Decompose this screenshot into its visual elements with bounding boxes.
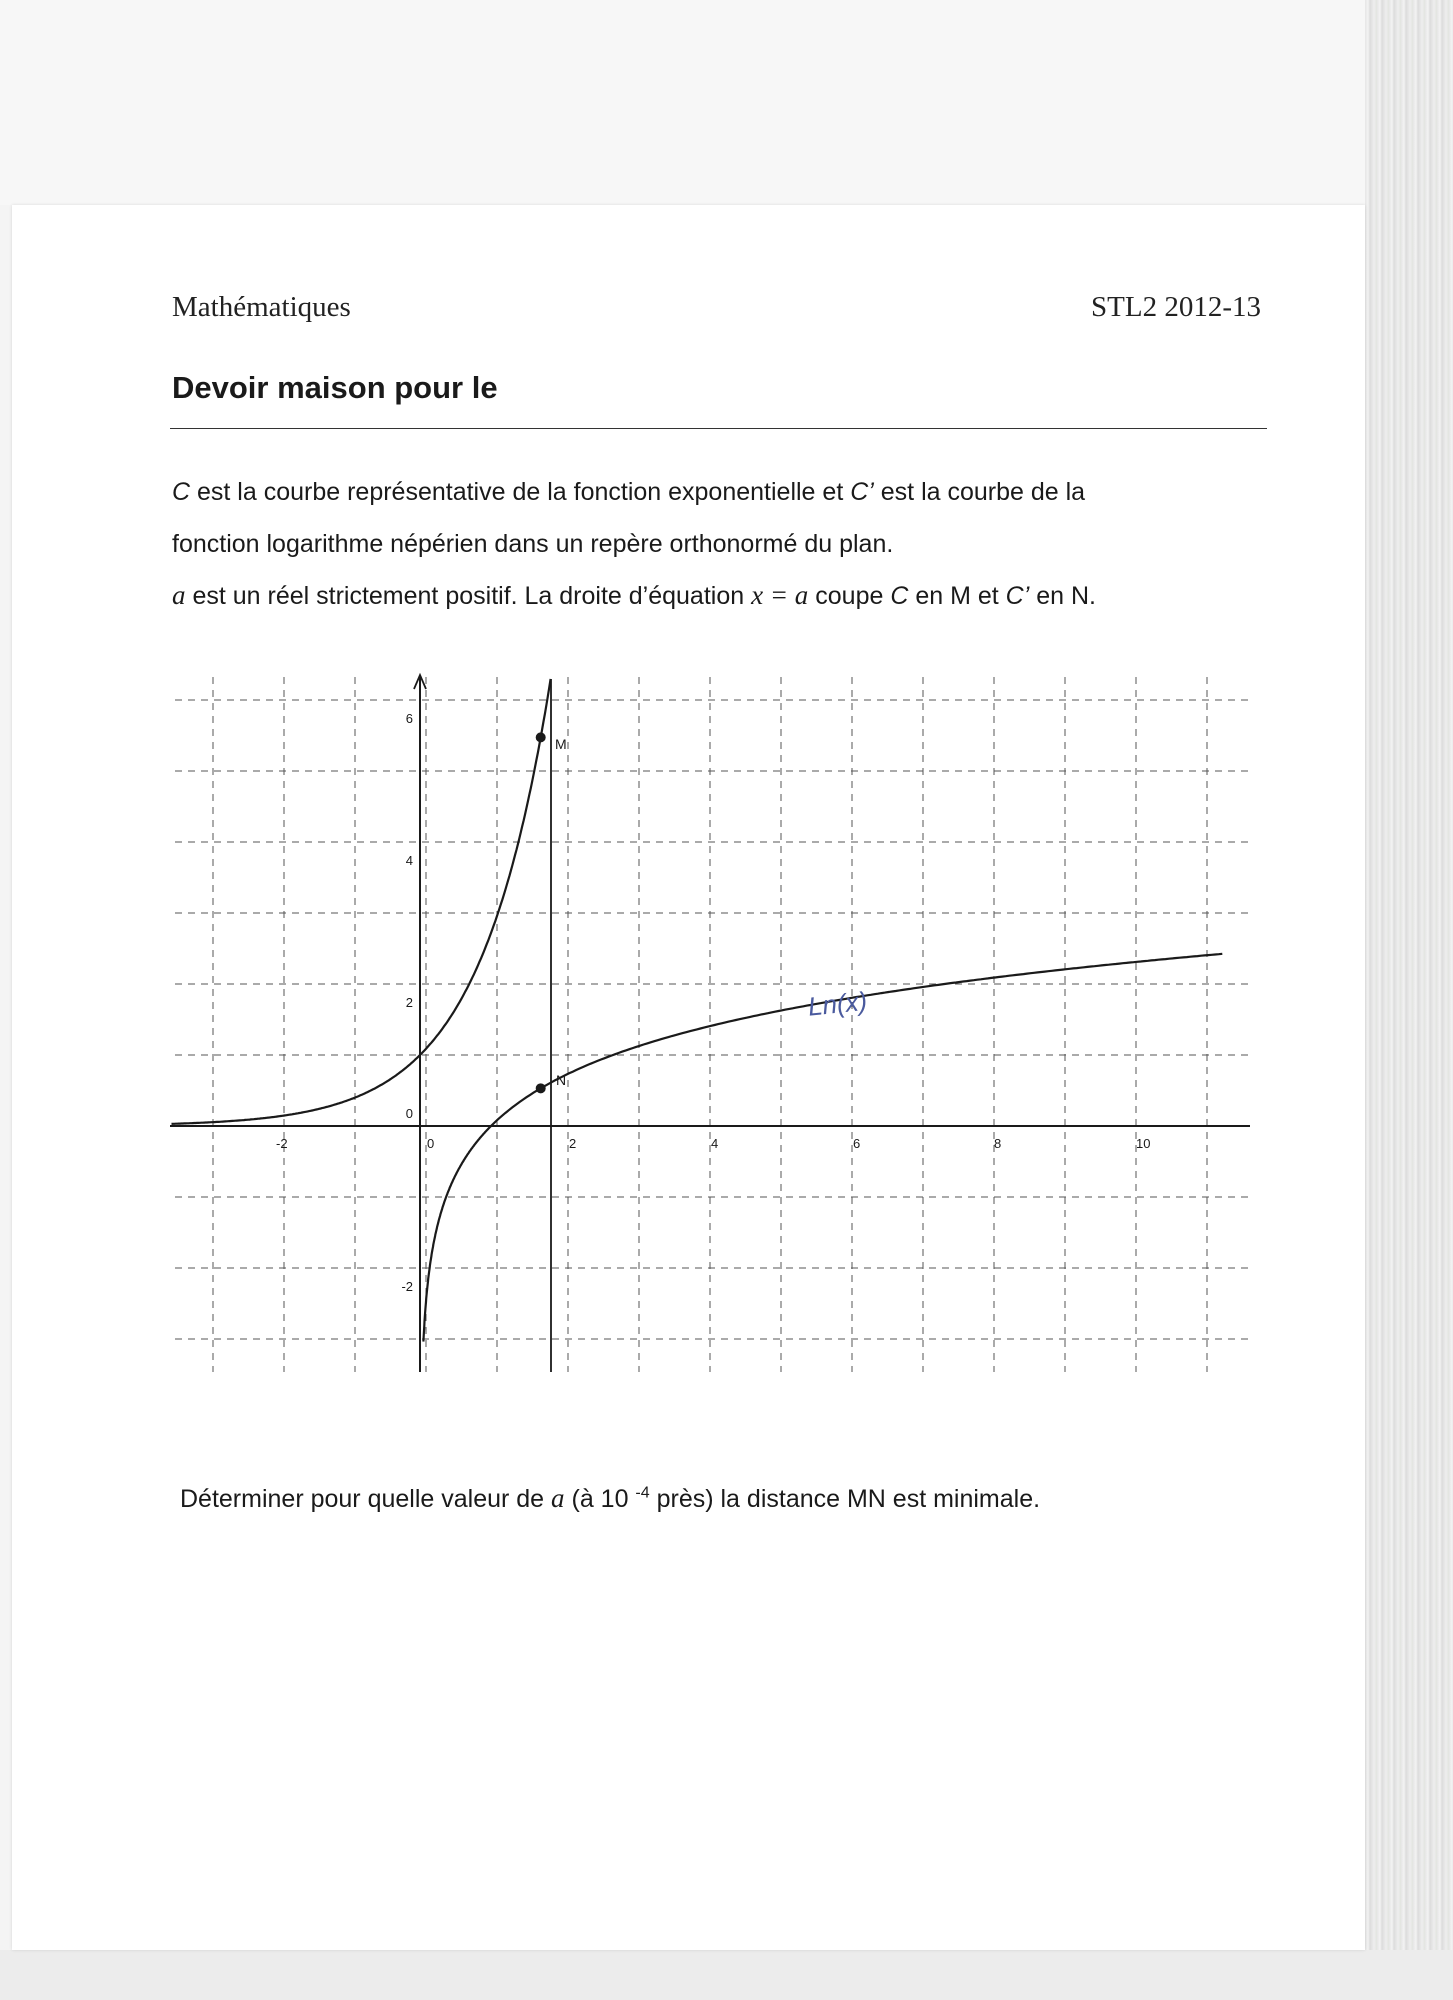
x-tick-label: 0 bbox=[427, 1136, 435, 1151]
precision-exponent: -4 bbox=[635, 1484, 650, 1502]
statement-line-3 bbox=[172, 580, 1096, 611]
point-m-label: M bbox=[555, 736, 567, 752]
x-tick-label: 10 bbox=[1136, 1136, 1151, 1151]
x-tick-label: 8 bbox=[994, 1136, 1002, 1151]
y-tick-label: 2 bbox=[405, 995, 413, 1010]
x-tick-label: 2 bbox=[569, 1136, 577, 1151]
curve-c-prime-symbol: C’ bbox=[1005, 582, 1030, 610]
statement-text: est un réel strictement positif. La droite d’équation bbox=[185, 582, 752, 610]
variable-a: a bbox=[551, 1483, 565, 1513]
tick-labels bbox=[276, 711, 1150, 1294]
statement-line-1 bbox=[172, 478, 1085, 507]
statement-text: coupe bbox=[808, 582, 891, 610]
scanner-edge-strip bbox=[1365, 0, 1453, 2000]
point-n-label: N bbox=[556, 1072, 567, 1088]
variable-a: a bbox=[172, 580, 186, 610]
curve-c-prime-symbol: C’ bbox=[850, 478, 874, 506]
statement-line-2: fonction logarithme népérien dans un repère orthonormé du plan. bbox=[172, 530, 894, 558]
assignment-title: Devoir maison pour le bbox=[172, 370, 498, 405]
statement-text: est la courbe de la bbox=[873, 478, 1086, 506]
x-tick-label: 4 bbox=[711, 1136, 719, 1151]
function-graph bbox=[170, 667, 1252, 1397]
curve-c-symbol: C bbox=[172, 478, 191, 506]
y-tick-label: -2 bbox=[401, 1279, 413, 1294]
scan-background-top bbox=[0, 0, 1453, 205]
statement-text: est la courbe représentative de la fonction exponentielle et bbox=[190, 478, 851, 506]
question-text-part: près) la distance MN est minimale. bbox=[649, 1485, 1041, 1513]
subject-label: Mathématiques bbox=[172, 291, 351, 323]
scan-background-bottom bbox=[0, 1950, 1453, 2000]
x-tick-label: 6 bbox=[853, 1136, 861, 1151]
question-text-part: (à 10 bbox=[564, 1485, 636, 1513]
handwritten-ln-note: Ln(x) bbox=[806, 985, 869, 1022]
worksheet-page bbox=[12, 205, 1365, 1950]
exponential-curve-c bbox=[172, 679, 551, 1124]
x-tick-label: -2 bbox=[276, 1136, 288, 1151]
point-n bbox=[536, 1083, 546, 1093]
statement-text: en M et bbox=[908, 582, 1006, 610]
statement-text: en N. bbox=[1029, 582, 1096, 610]
y-tick-label: 4 bbox=[405, 853, 413, 868]
question-text bbox=[180, 1483, 1040, 1514]
y-tick-label: 6 bbox=[405, 711, 413, 726]
class-year-label: STL2 2012-13 bbox=[1091, 291, 1261, 323]
line-equation: x = a bbox=[751, 580, 809, 610]
y-tick-label: 0 bbox=[405, 1106, 413, 1121]
point-m bbox=[536, 732, 546, 742]
curve-c-symbol: C bbox=[890, 582, 909, 610]
question-text-part: Déterminer pour quelle valeur de bbox=[180, 1485, 552, 1513]
title-divider bbox=[170, 428, 1267, 429]
